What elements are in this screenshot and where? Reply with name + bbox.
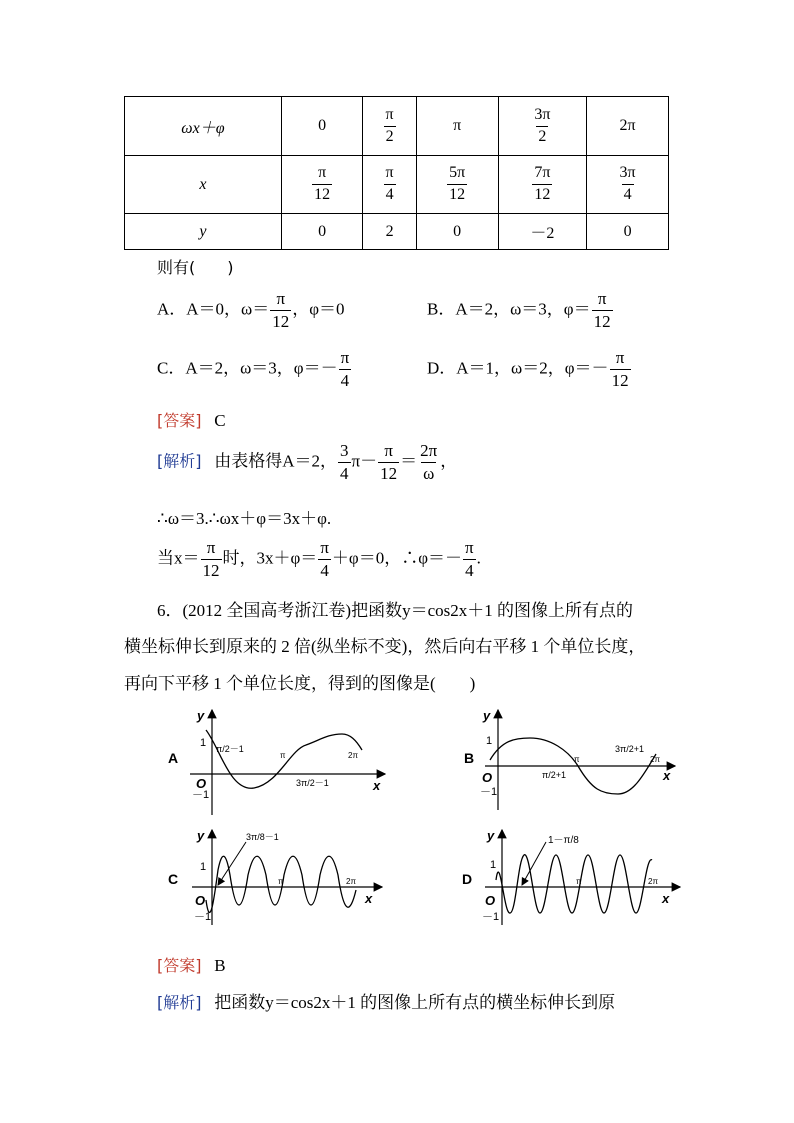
svg-text:x: x <box>662 891 670 906</box>
svg-text:π: π <box>576 877 582 886</box>
svg-text:O: O <box>195 893 206 908</box>
svg-text:π/2+1: π/2+1 <box>542 770 566 780</box>
svg-text:－1: －1 <box>480 786 498 798</box>
answer-graphs <box>150 700 710 940</box>
analysis-line-2: ∴ω＝3.∴ωx＋φ＝3x＋φ. <box>157 509 332 528</box>
answer-value: B <box>214 956 226 975</box>
svg-text:3π/2－1: 3π/2－1 <box>296 778 329 788</box>
svg-text:π: π <box>278 877 284 886</box>
svg-text:O: O <box>485 893 496 908</box>
svg-text:x: x <box>365 891 373 906</box>
cell: $\frac{\pi}{2}$ <box>363 97 416 156</box>
question-prompt: 则有( ) <box>157 258 234 277</box>
svg-text:－1: －1 <box>482 911 500 923</box>
svg-text:O: O <box>482 770 493 785</box>
option-c: C．A＝2，ω＝3，φ＝－ $\frac{\pi}{4}$ <box>157 348 350 390</box>
svg-text:2π: 2π <box>346 877 356 886</box>
svg-text:x: x <box>663 768 671 783</box>
graph-b <box>464 708 675 810</box>
svg-text:y: y <box>197 828 205 843</box>
curve-d <box>496 855 652 913</box>
option-a: A．A＝0，ω＝ $\frac{\pi}{12}$ ，φ＝0 <box>157 289 345 331</box>
cell: 0 <box>416 214 498 250</box>
svg-text:1: 1 <box>490 859 497 871</box>
option-b: B．A＝2，ω＝3，φ＝ $\frac{\pi}{12}$ <box>427 289 611 331</box>
option-d: D．A＝1，ω＝2，φ＝－ $\frac{\pi}{12}$ <box>427 348 629 390</box>
svg-text:y: y <box>483 708 491 723</box>
graph-d <box>462 828 680 925</box>
svg-text:2π: 2π <box>648 877 658 886</box>
answer-line <box>157 408 226 431</box>
graph-a <box>168 708 385 815</box>
cell: $\frac{\pi}{12}$ <box>281 156 363 214</box>
cell: π <box>416 97 498 156</box>
answer-tag: [答案] <box>157 956 202 975</box>
cell: $\frac{\pi}{4}$ <box>363 156 416 214</box>
svg-text:1: 1 <box>486 735 493 747</box>
svg-text:1: 1 <box>200 737 207 749</box>
svg-text:y: y <box>197 708 205 723</box>
cell: $\frac{5\pi}{12}$ <box>416 156 498 214</box>
graph-label: D <box>462 871 473 887</box>
graph-c <box>168 828 382 925</box>
q6-line-1: 6．(2012 全国高考浙江卷)把函数y＝cos2x＋1 的图像上所有点的 <box>157 601 633 620</box>
q6-line-2: 横坐标伸长到原来的 2 倍(纵坐标不变)，然后向右平移 1 个单位长度， <box>124 637 646 656</box>
svg-text:1－π/8: 1－π/8 <box>548 835 579 846</box>
svg-text:2π: 2π <box>650 755 660 764</box>
svg-text:π: π <box>280 751 286 760</box>
analysis-line-3: 当x＝ $\frac{\pi}{12}$ 时，3x＋φ＝ $\frac{\pi}{4}$ ＋φ＝0，∴φ＝－ $\frac{\pi}{4}$ . <box>157 538 481 580</box>
cell: 2π <box>587 97 669 156</box>
q6-answer-line <box>157 953 226 976</box>
svg-text:x: x <box>373 778 381 793</box>
cell: 0 <box>281 97 363 156</box>
svg-text:π/2－1: π/2－1 <box>216 744 244 754</box>
answer-tag: [答案] <box>157 411 202 430</box>
svg-text:π: π <box>574 755 580 764</box>
cell: $\frac{3\pi}{2}$ <box>498 97 587 156</box>
cell: $\frac{3\pi}{4}$ <box>587 156 669 214</box>
row-header-x: x <box>125 156 282 214</box>
value-table <box>124 96 669 250</box>
svg-text:3π/2+1: 3π/2+1 <box>615 744 644 754</box>
svg-text:y: y <box>487 828 495 843</box>
answer-value: C <box>214 411 226 430</box>
cell: $\frac{7\pi}{12}$ <box>498 156 587 214</box>
row-header-omega: ωx＋φ <box>125 97 282 156</box>
svg-text:－1: －1 <box>194 911 212 923</box>
cell: 0 <box>281 214 363 250</box>
svg-text:2π: 2π <box>348 751 358 760</box>
svg-text:3π/8－1: 3π/8－1 <box>246 832 279 842</box>
cell: 2 <box>363 214 416 250</box>
analysis-line-1: [解析] 由表格得A＝2， $\frac{3}{4}$ π－ $\frac{\pi}{12}$ ＝ $\frac{2\pi}{\omega}$ ， <box>157 441 458 483</box>
graph-label: A <box>168 750 179 766</box>
svg-text:1: 1 <box>200 861 207 873</box>
q6-line-3: 再向下平移 1 个单位长度，得到的图像是( ) <box>124 674 476 693</box>
cell: －2 <box>498 214 587 250</box>
graph-label: C <box>168 871 179 887</box>
analysis-tag: [解析] <box>157 451 202 471</box>
analysis-tag: [解析] <box>157 993 202 1012</box>
graph-label: B <box>464 750 475 766</box>
q6-analysis-line: [解析] 把函数y＝cos2x＋1 的图像上所有点的横坐标伸长到原 <box>157 993 616 1012</box>
svg-text:－1: －1 <box>192 789 210 801</box>
svg-text:O: O <box>196 776 207 791</box>
row-header-y: y <box>125 214 282 250</box>
cell: 0 <box>587 214 669 250</box>
